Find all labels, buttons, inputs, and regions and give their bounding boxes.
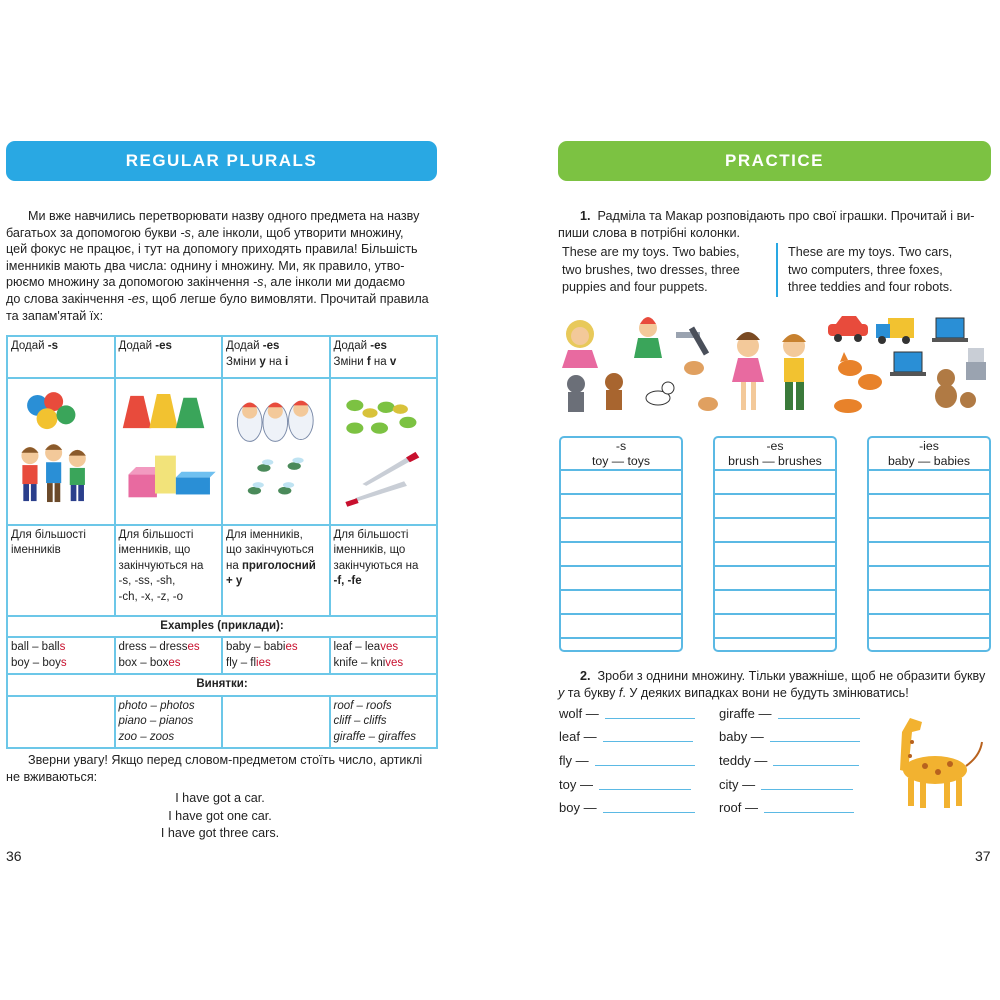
answer-line[interactable] (715, 613, 835, 637)
computer-icon (932, 318, 968, 342)
makar-text (788, 244, 988, 297)
intro-line-1: Ми вже навчились перетворювати назву одного предмета на назву (28, 209, 420, 223)
bear-puppet-icon (605, 373, 623, 410)
example-sentences (0, 790, 440, 843)
answer-line[interactable] (715, 493, 835, 517)
exception-item: cliff – cliffs (333, 715, 387, 727)
examples-title-row (7, 616, 437, 638)
example-item (226, 640, 326, 656)
answer-line[interactable] (561, 589, 681, 613)
desc-line: іменників (11, 544, 61, 556)
column-ies (867, 436, 991, 652)
exercise-word: fly — (559, 753, 589, 768)
answer-line[interactable] (561, 469, 681, 493)
exercise-roof (719, 800, 854, 816)
desc-line (226, 559, 326, 575)
intro-line-6: до слова закінчення -es, щоб легше було вимовляти. Прочитай правила (6, 291, 429, 306)
on-word: на (265, 355, 285, 368)
plural-rules-table (6, 335, 438, 749)
intro-line-3: цей фокус не працює, і тут на допомогу приходять правила! Більшість (6, 242, 418, 257)
leaves-knives-icon (334, 381, 434, 516)
answer-line[interactable] (561, 613, 681, 637)
example-base: fly – fl (226, 656, 257, 669)
girl-icon (732, 332, 764, 410)
intro-line-2: багатьох за допомогою букви -s, але інколи, щоб утворити множину, (6, 225, 404, 240)
example-ending: s (60, 656, 67, 669)
desc-line: Для більшості (11, 528, 86, 541)
add-label: Додай (11, 340, 48, 352)
add-label: Додай (333, 340, 371, 352)
example-item (334, 656, 434, 672)
box-line: two brushes, two dresses, three (562, 262, 740, 277)
example-sentence: I have got one car. (168, 808, 272, 823)
desc-line: закінчуються на (118, 559, 204, 572)
answer-line[interactable] (715, 589, 835, 613)
exceptions-empty-1 (7, 696, 115, 749)
note-line: Зверни увагу! Якщо перед словом-предметом стоїть число, артиклі (28, 753, 423, 767)
balls-boys-icon (11, 381, 111, 516)
desc-line: Для іменників, (226, 528, 303, 541)
examples-es (115, 637, 223, 674)
column-header (561, 438, 681, 469)
rules-header-row (7, 336, 437, 378)
example-sentence: I have got a car. (175, 791, 265, 805)
change-label: Зміни (226, 355, 260, 368)
answer-line[interactable] (869, 613, 989, 637)
add-label: Додай (226, 340, 263, 352)
desc-line (334, 574, 434, 590)
cat-puppet-icon (567, 375, 585, 412)
exercise-word: toy — (559, 777, 593, 792)
exercise-word: teddy — (719, 753, 768, 768)
answer-line[interactable] (869, 517, 989, 541)
box-line: three teddies and four robots. (788, 280, 953, 295)
rule-header-f-v (330, 336, 438, 378)
column-example: brush — brushes (728, 453, 822, 468)
example-base: baby – babi (226, 641, 286, 653)
rules-illustration-row (7, 378, 437, 525)
column-suffix: -ies (919, 439, 939, 453)
example-ending: ves (380, 641, 399, 653)
exercise-word: city — (719, 777, 756, 792)
intro-line-7: та запам'ятай їх: (6, 308, 104, 323)
answer-blank[interactable] (773, 757, 859, 766)
answer-line[interactable] (869, 493, 989, 517)
examples-ves (330, 637, 438, 674)
exception-item: giraffe – giraffes (333, 730, 416, 743)
column-es (713, 436, 837, 652)
desc-line: що закінчуються (226, 544, 314, 556)
exercise-word: baby — (719, 729, 764, 744)
rule-desc-s (7, 525, 115, 616)
exceptions-title-row (7, 674, 437, 696)
example-item (226, 656, 326, 672)
example-ending: es (168, 656, 181, 669)
examples-ies (222, 637, 330, 674)
example-sentence: I have got three cars. (160, 826, 280, 840)
toys-illustration (558, 312, 990, 422)
desc-line: закінчуються на (333, 559, 419, 572)
desc-line: -s, -ss, -sh, (118, 575, 176, 587)
column-header (715, 438, 835, 469)
change-from: f (366, 355, 371, 368)
desc-line: іменників, що (118, 544, 191, 556)
desc-line: іменників, що (333, 544, 406, 556)
column-example: toy — toys (591, 453, 651, 468)
intro-paragraph (6, 208, 438, 324)
intro-line-4: іменників мають два числа: однину і множину. Ми, як правило, утво- (6, 258, 405, 273)
divider-line (776, 243, 778, 297)
box-line: These are my toys. Two babies, (562, 245, 740, 259)
exception-item: roof – roofs (333, 699, 392, 712)
left-title: REGULAR PLURALS (125, 151, 318, 170)
column-s (559, 436, 683, 652)
exercise-teddy (719, 753, 859, 769)
exercise-word: boy — (559, 800, 597, 815)
rule-desc-y (222, 525, 330, 616)
dresses-boxes-icon (119, 381, 219, 516)
answer-blank[interactable] (761, 781, 853, 790)
exercise-boy (559, 800, 695, 816)
answer-blank[interactable] (764, 804, 854, 813)
example-ending: ies (256, 656, 271, 669)
example-base: leaf – lea (333, 641, 381, 653)
exercise-word: giraffe — (719, 706, 772, 721)
answer-blank[interactable] (770, 733, 860, 742)
note-line: не вживаються: (6, 769, 98, 784)
answer-line[interactable] (869, 637, 989, 652)
answer-line[interactable] (715, 637, 835, 652)
desc-bold: -f, -fe (333, 575, 362, 587)
example-base: ball – ball (11, 641, 60, 653)
exercise-word: wolf — (559, 706, 599, 721)
column-suffix: -s (615, 439, 627, 453)
car-icon (828, 316, 868, 342)
exercise-word: roof — (719, 800, 759, 815)
giraffe-icon (880, 712, 990, 812)
example-item (119, 640, 219, 656)
puppy-icon (646, 361, 718, 411)
exercise-word: leaf — (559, 729, 597, 744)
babies-and-flies-illustration (222, 378, 330, 525)
answer-line[interactable] (715, 517, 835, 541)
articles-note (6, 752, 438, 785)
brush-icon (676, 327, 709, 356)
answer-blank[interactable] (778, 710, 860, 719)
balls-and-boys-illustration (7, 378, 115, 525)
right-title: PRACTICE (725, 151, 824, 170)
examples-title: Examples (приклади): (7, 616, 437, 638)
desc-line: Для більшості (118, 528, 194, 541)
example-item (11, 640, 111, 656)
change-from: y (259, 355, 266, 368)
answer-line[interactable] (715, 565, 835, 589)
rule-desc-f (330, 525, 438, 616)
change-to: v (389, 355, 397, 368)
examples-row (7, 637, 437, 674)
right-page (500, 0, 1000, 1000)
exercise-city (719, 777, 853, 793)
computer-icon (890, 352, 926, 376)
example-base: dress – dress (118, 641, 188, 653)
fox-icon (834, 352, 882, 413)
desc-bold: + y (226, 575, 243, 587)
dresses-and-boxes-illustration (115, 378, 223, 525)
example-item (334, 640, 434, 656)
answer-line[interactable] (869, 589, 989, 613)
puppet-doll-icon (634, 317, 662, 358)
rule-header-y-i (222, 336, 330, 378)
exercise-giraffe (719, 706, 860, 722)
desc-line: -ch, -x, -z, -o (118, 590, 184, 603)
exception-item: photo – photos (118, 699, 195, 712)
answer-blank[interactable] (595, 757, 695, 766)
column-example: baby — babies (887, 453, 971, 468)
answer-line[interactable] (561, 541, 681, 565)
exceptions-row (7, 696, 437, 749)
desc-line: Для більшості (333, 528, 409, 541)
answer-blank[interactable] (599, 781, 691, 790)
exceptions-o (115, 696, 223, 749)
desc-text: на (226, 559, 242, 572)
add-label: Додай (118, 340, 156, 352)
exception-item: zoo – zoos (118, 730, 175, 743)
answer-line[interactable] (869, 541, 989, 565)
example-item (11, 656, 111, 672)
answer-line[interactable] (561, 565, 681, 589)
leaves-and-knives-illustration (330, 378, 438, 525)
exceptions-f (330, 696, 438, 749)
exercise-baby (719, 729, 860, 745)
box-line: two computers, three foxes, (788, 262, 943, 277)
suffix-label: -s (47, 340, 59, 352)
desc-bold: приголосний (241, 559, 316, 572)
box-line: puppies and four puppets. (562, 280, 708, 295)
answer-blank[interactable] (605, 710, 695, 719)
examples-s (7, 637, 115, 674)
example-ending: es (285, 641, 298, 653)
example-ending: s (59, 641, 66, 653)
practice-banner (558, 141, 991, 181)
answer-line[interactable] (869, 469, 989, 493)
rules-description-row (7, 525, 437, 616)
exceptions-title: Винятки: (7, 674, 437, 696)
example-base: knife – kni (333, 656, 386, 669)
suffix-label: -es (155, 340, 172, 352)
exercise-leaf (559, 729, 693, 745)
task-line: 2. Зроби з однини множину. Тільки уважніше, щоб не образити букву (580, 669, 986, 683)
task-line: пиши слова в потрібні колонки. (558, 225, 740, 240)
answer-line[interactable] (715, 541, 835, 565)
answer-line[interactable] (561, 493, 681, 517)
truck-icon (876, 318, 914, 344)
page-number-right: 37 (975, 848, 991, 864)
change-to: i (284, 355, 289, 368)
box-line: These are my toys. Two cars, (788, 245, 953, 259)
radmila-text (562, 244, 774, 297)
answer-blank[interactable] (603, 804, 695, 813)
on-word: на (370, 355, 390, 368)
task-2-instructions (558, 668, 990, 701)
rule-header-es (115, 336, 223, 378)
exercise-toy (559, 777, 691, 793)
example-base: boy – boy (11, 656, 61, 669)
answer-line[interactable] (869, 565, 989, 589)
task-1-instructions (558, 208, 990, 241)
example-ending: ves (385, 656, 404, 669)
intro-line-5: рюємо множину за допомогою закінчення -s, але інколи ми додаємо (6, 275, 406, 290)
exercise-fly (559, 753, 695, 769)
rule-desc-es (115, 525, 223, 616)
desc-line (226, 574, 326, 590)
task-line: 1. Радміла та Макар розповідають про свої іграшки. Прочитай і ви- (580, 209, 975, 223)
exception-item: piano – pianos (118, 715, 194, 727)
doll-icon (562, 320, 598, 368)
boy-icon (782, 334, 806, 410)
rule-header-s (7, 336, 115, 378)
answer-blank[interactable] (603, 733, 693, 742)
task-line: y та букву f. У деяких випадках вони не будуть змінюватись! (558, 685, 909, 700)
answer-line[interactable] (715, 469, 835, 493)
example-base: box – box (118, 656, 169, 669)
answer-line[interactable] (561, 637, 681, 652)
column-suffix: -es (766, 439, 784, 453)
column-header (869, 438, 989, 469)
example-item (119, 656, 219, 672)
suffix-label: -es (262, 340, 280, 352)
answer-line[interactable] (561, 517, 681, 541)
regular-plurals-banner (6, 141, 437, 181)
example-ending: es (187, 641, 200, 653)
page-number-left: 36 (6, 848, 22, 864)
change-label: Зміни (333, 355, 367, 368)
babies-flies-icon (226, 381, 326, 516)
exceptions-empty-2 (222, 696, 330, 749)
robot-icon (966, 348, 986, 380)
suffix-label: -es (370, 340, 387, 352)
exercise-wolf (559, 706, 695, 722)
